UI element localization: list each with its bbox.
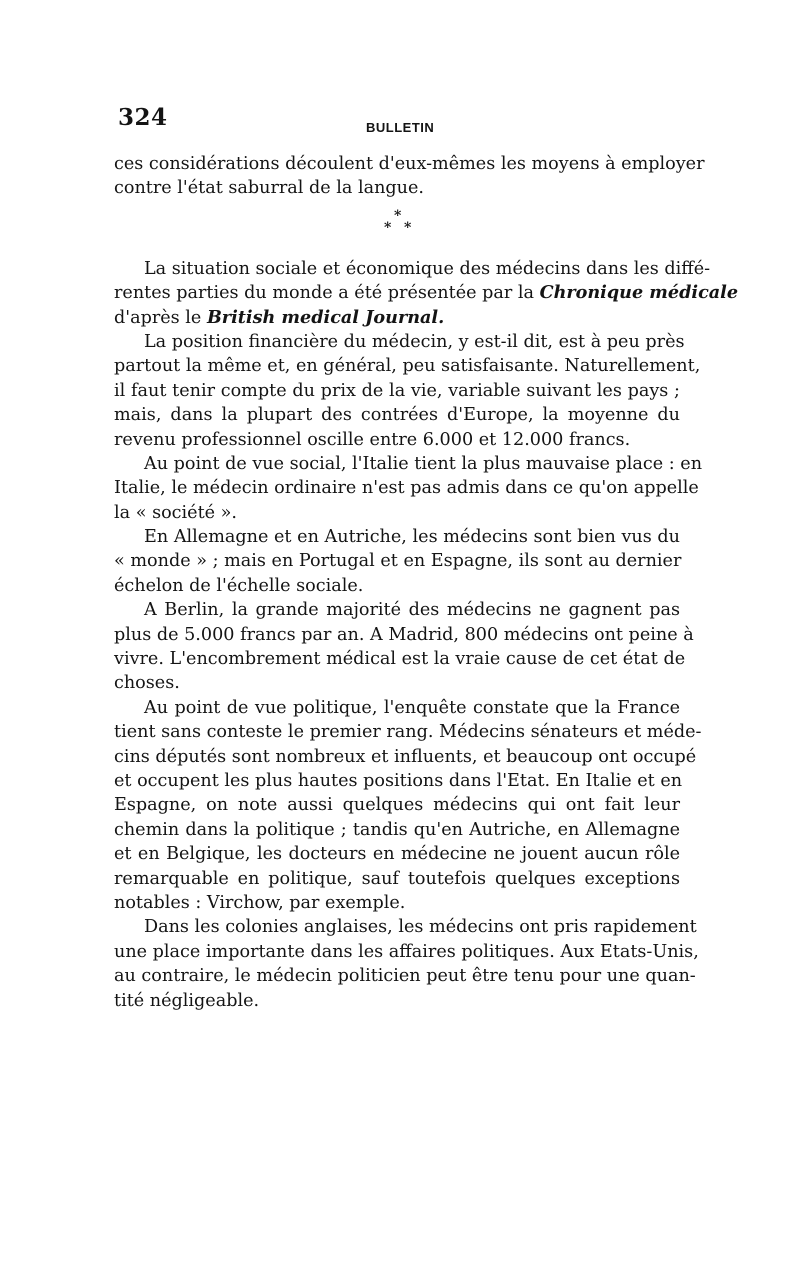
page-header — [118, 104, 678, 136]
text-line: choses. — [114, 673, 180, 694]
italic-title: Chronique médicale — [539, 282, 739, 304]
text-line: En Allemagne et en Autriche, les médecins sont bien vus du — [144, 527, 680, 548]
text-line: partout la même et, en général, peu satisfaisante. Naturellement, — [114, 356, 701, 377]
paragraph — [114, 525, 680, 598]
text-line: Au point de vue politique, l'enquête constate que la France — [144, 697, 680, 718]
text-line: La situation sociale et économique des médecins dans les diffé- — [144, 258, 711, 279]
text-line: remarquable en politique, sauf toutefois quelques exceptions — [114, 868, 680, 889]
running-title: BULLETIN — [366, 120, 435, 135]
page-number: 324 — [118, 104, 168, 131]
text-line: « monde » ; mais en Portugal et en Espagne, ils sont au dernier — [114, 551, 682, 572]
paragraph — [114, 452, 703, 525]
paragraph — [114, 152, 705, 201]
body-text — [114, 152, 739, 1013]
text-line: au contraire, le médecin politicien peut être tenu pour une quan- — [114, 966, 696, 987]
paragraph — [114, 696, 702, 916]
text-line: la « société ». — [114, 502, 238, 523]
asterisk-mark: * — [404, 219, 412, 236]
text-line: tité négligeable. — [114, 990, 260, 1011]
text-line: et en Belgique, les docteurs en médecine ne jouent aucun rôle — [114, 844, 680, 865]
text-line: ces considérations découlent d'eux-mêmes les moyens à employer — [114, 154, 705, 174]
text-line — [114, 306, 680, 330]
paragraph — [114, 257, 739, 330]
text-run: rentes parties du monde a été présentée par la — [114, 283, 534, 304]
text-line: chemin dans la politique ; tandis qu'en Autriche, en Allemagne — [114, 819, 680, 840]
text-line: et occupent les plus hautes positions dans l'Etat. En Italie et en — [114, 770, 683, 791]
text-line: tient sans conteste le premier rang. Médecins sénateurs et méde- — [114, 722, 702, 743]
text-line: cins députés sont nombreux et influents, et beaucoup ont occupé — [114, 746, 697, 767]
text-line: revenu professionnel oscille entre 6.000 et 12.000 francs. — [114, 429, 631, 450]
text-line: Italie, le médecin ordinaire n'est pas admis dans ce qu'on appelle — [114, 478, 699, 499]
text-line: échelon de l'échelle sociale. — [114, 575, 364, 596]
text-line — [114, 281, 739, 305]
asterisk-mark: * — [394, 207, 402, 224]
text-line: contre l'état saburral de la langue. — [114, 178, 425, 199]
text-line: La position financière du médecin, y est-il dit, est à peu près — [144, 331, 685, 352]
text-line: Au point de vue social, l'Italie tient la plus mauvaise place : en — [144, 453, 703, 474]
section-separator — [114, 201, 680, 257]
text-line: il faut tenir compte du prix de la vie, variable suivant les pays ; — [114, 380, 680, 401]
text-line: Espagne, on note aussi quelques médecins qui ont fait leur — [114, 795, 680, 816]
text-line: A Berlin, la grande majorité des médecins ne gagnent pas — [144, 600, 680, 621]
paragraph — [114, 330, 701, 452]
text-line: Dans les colonies anglaises, les médecins ont pris rapidement — [144, 917, 697, 938]
italic-title: British medical Journal. — [206, 306, 445, 328]
paragraph — [114, 598, 694, 696]
text-run: d'après le — [114, 307, 202, 328]
text-line: mais, dans la plupart des contrées d'Europe, la moyenne du — [114, 405, 680, 426]
text-line: une place importante dans les affaires politiques. Aux Etats-Unis, — [114, 941, 699, 962]
text-line: plus de 5.000 francs par an. A Madrid, 800 médecins ont peine à — [114, 624, 694, 645]
paragraph — [114, 915, 699, 1013]
asterisk-mark: * — [384, 219, 392, 236]
text-line: vivre. L'encombrement médical est la vraie cause de cet état de — [114, 649, 686, 670]
text-line: notables : Virchow, par exemple. — [114, 892, 406, 913]
